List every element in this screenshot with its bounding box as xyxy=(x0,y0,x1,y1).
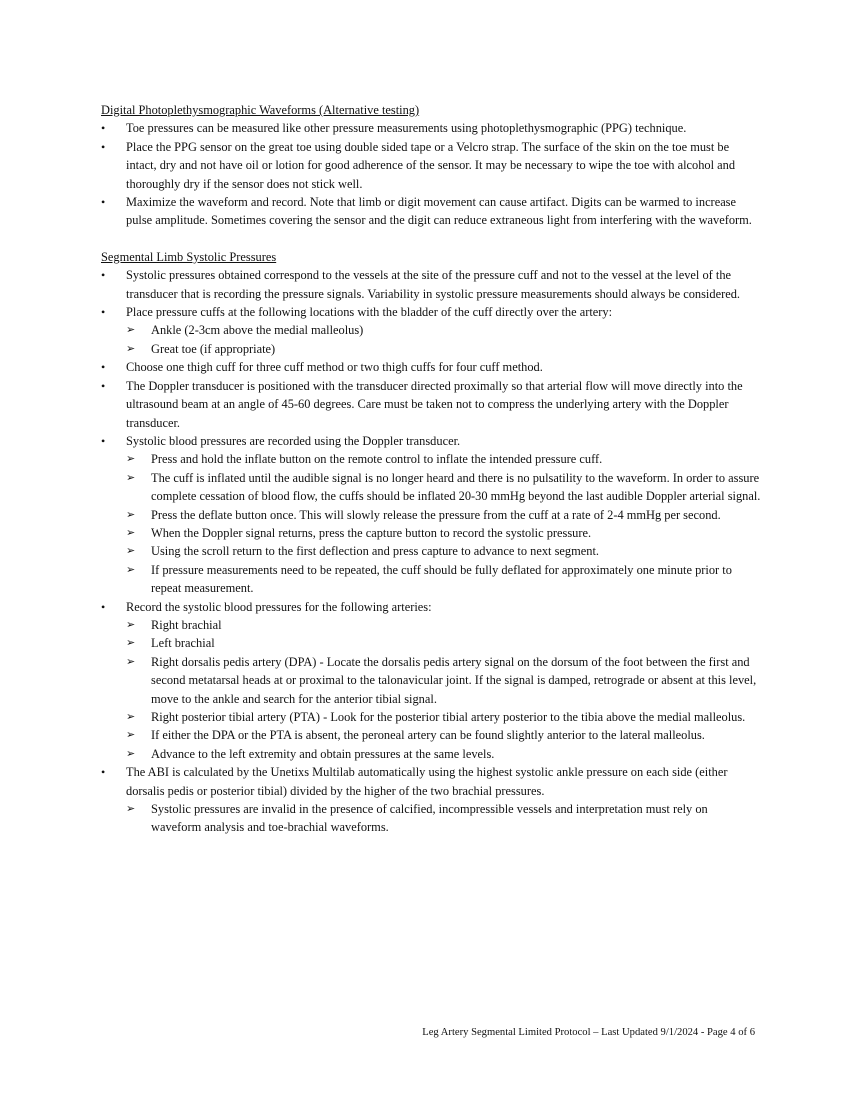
list-item-text: Choose one thigh cuff for three cuff method or two thigh cuffs for four cuff method. xyxy=(126,360,543,375)
sub-list-item: ➢ Press and hold the inflate button on the remote control to inflate the intended pressure cuff. xyxy=(126,450,761,468)
list-item-text: Systolic pressures obtained correspond to the vessels at the site of the pressure cuff and not to the vessel at the level of the transducer that is recording the pressure signals. Variability in systolic pressure measurements should always be considered. xyxy=(126,268,740,301)
sub-list xyxy=(126,800,761,837)
list-item-text: Record the systolic blood pressures for the following arteries: xyxy=(126,599,432,614)
sub-list-item: ➢ When the Doppler signal returns, press the capture button to record the systolic pressure. xyxy=(126,524,761,542)
list-item xyxy=(101,193,761,230)
list-item-text: The ABI is calculated by the Unetixs Multilab automatically using the highest systolic ankle pressure on each side (either dorsalis pedis or posterior tibial) divided by the higher of the two brachial pressures. xyxy=(126,765,728,798)
sub-list xyxy=(126,321,761,358)
sub-list-item: ➢ Great toe (if appropriate) xyxy=(126,340,761,358)
list-item xyxy=(101,138,761,193)
section-heading: Digital Photoplethysmographic Waveforms (Alternative testing) xyxy=(101,103,420,117)
list-item-text: The Doppler transducer is positioned with the transducer directed proximally so that arterial flow will move directly into the ultrasound beam at an angle of 45-60 degrees. Care must be taken not to compress the underlying artery with the Doppler transducer. xyxy=(126,378,743,430)
sub-list-item: ➢ Right dorsalis pedis artery (DPA) - Locate the dorsalis pedis artery signal on the dorsum of the foot between the first and second metatarsal heads at or proximal to the talonavicular joint. If the signal is damped, retrograde or absent at this level, move to the ankle and search for the anterior tibial signal. xyxy=(126,653,761,708)
sub-list-item: ➢ Press the deflate button once. This will slowly release the pressure from the cuff at a rate of 2-4 mmHg per second. xyxy=(126,506,761,524)
list-item xyxy=(101,119,761,137)
list-item-text: Place the PPG sensor on the great toe using double sided tape or a Velcro strap. The surface of the skin on the toe must be intact, dry and not have oil or lotion for good adherence of the sensor. It may be necessary to wipe the toe with alcohol and thoroughly dry if the sensor does not stick well. xyxy=(126,139,736,191)
list-item xyxy=(101,763,761,837)
list-item xyxy=(101,303,761,358)
sub-list-item: ➢ Right posterior tibial artery (PTA) - Look for the posterior tibial artery posterior to the tibia above the medial malleolus. xyxy=(126,708,761,726)
list-item-text: Place pressure cuffs at the following locations with the bladder of the cuff directly over the artery: xyxy=(126,305,613,320)
section xyxy=(101,101,761,230)
sub-list-item: ➢ Systolic pressures are invalid in the presence of calcified, incompressible vessels and interpretation must rely on waveform analysis and toe-brachial waveforms. xyxy=(126,800,761,837)
list-item xyxy=(101,266,761,303)
sub-list-item: ➢ If either the DPA or the PTA is absent, the peroneal artery can be found slightly anterior to the lateral malleolus. xyxy=(126,726,761,744)
sub-list xyxy=(126,450,761,597)
bullet-list xyxy=(101,266,761,837)
list-item-text: Maximize the waveform and record. Note that limb or digit movement can cause artifact. Digits can be warmed to increase pulse amplitude. Sometimes covering the sensor and the digit can reduce extraneous light from interfering with the waveform. xyxy=(126,195,752,228)
list-item xyxy=(101,358,761,376)
bullet-list xyxy=(101,119,761,229)
list-item xyxy=(101,377,761,432)
sub-list-item: ➢ Right brachial xyxy=(126,616,761,634)
sub-list xyxy=(126,616,761,763)
section xyxy=(101,248,761,837)
sub-list-item: ➢ The cuff is inflated until the audible signal is no longer heard and there is no pulsatility to the waveform. In order to assure complete cessation of blood flow, the cuffs should be inflated 20-30 mmHg beyond the last audible Doppler arterial signal. xyxy=(126,469,761,506)
sub-list-item: ➢ Ankle (2-3cm above the medial malleolus) xyxy=(126,321,761,339)
page-footer: Leg Artery Segmental Limited Protocol – Last Updated 9/1/2024 - Page 4 of 6 xyxy=(422,1027,755,1038)
list-item xyxy=(101,432,761,598)
sub-list-item: ➢ Advance to the left extremity and obtain pressures at the same levels. xyxy=(126,745,761,763)
document-body xyxy=(101,101,761,837)
sub-list-item: ➢ Left brachial xyxy=(126,634,761,652)
list-item xyxy=(101,598,761,764)
list-item-text: Toe pressures can be measured like other pressure measurements using photoplethysmographic (PPG) technique. xyxy=(126,121,687,136)
sub-list-item: ➢ If pressure measurements need to be repeated, the cuff should be fully deflated for approximately one minute prior to repeat measurement. xyxy=(126,561,761,598)
section-heading: Segmental Limb Systolic Pressures xyxy=(101,249,277,264)
sub-list-item: ➢ Using the scroll return to the first deflection and press capture to advance to next segment. xyxy=(126,542,761,560)
list-item-text: Systolic blood pressures are recorded using the Doppler transducer. xyxy=(126,433,461,448)
